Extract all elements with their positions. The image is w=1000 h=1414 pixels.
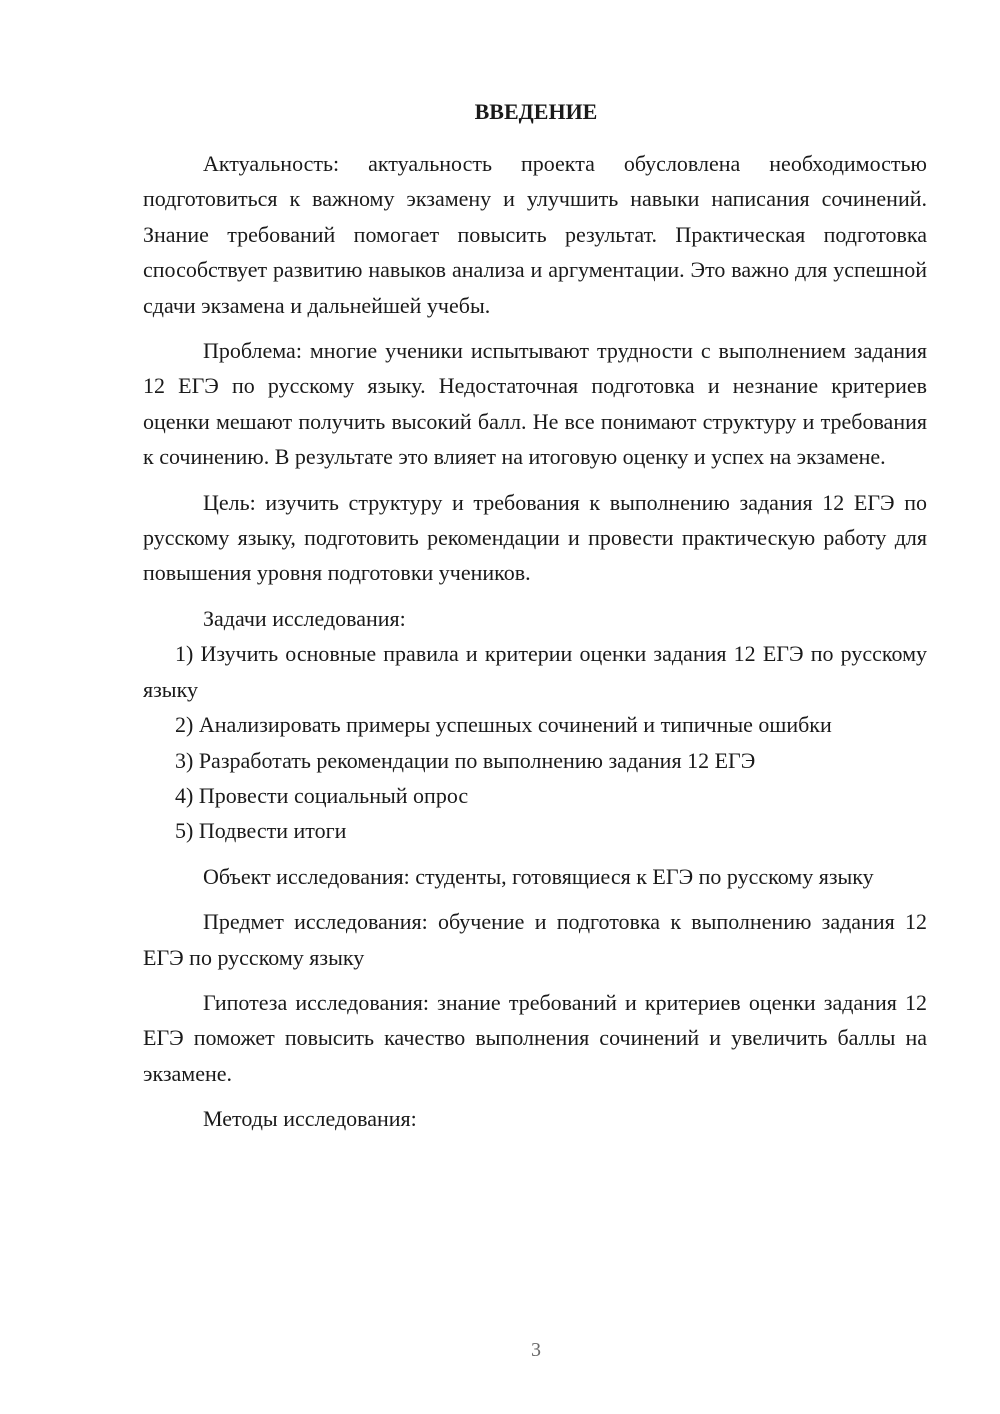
task-item-1: 1) Изучить основные правила и критерии оценки задания 12 ЕГЭ по русскому языку	[143, 641, 927, 702]
paragraph-methods: Методы исследования:	[203, 1106, 417, 1132]
task-item-3: 3) Разработать рекомендации по выполнению задания 12 ЕГЭ	[175, 747, 756, 773]
task-item-4: 4) Провести социальный опрос	[175, 782, 469, 808]
paragraph-hypothesis: Гипотеза исследования: знание требований и критериев оценки задания 12 ЕГЭ поможет повысить качество выполнения сочинений и увеличить баллы на экзамене.	[143, 989, 927, 1086]
page-content	[143, 94, 927, 1137]
paragraph-object: Объект исследования: студенты, готовящиеся к ЕГЭ по русскому языку	[203, 863, 874, 889]
paragraph-tasks-heading: Задачи исследования:	[203, 605, 406, 631]
paragraph-relevance: Актуальность: актуальность проекта обусловлена необходимостью подготовиться к важному экзамену и улучшить навыки написания сочинений. Знание требований помогает повысить результат. Практическая подготовка способствует развитию навыков анализа и аргументации. Это важно для успешной сдачи экзамена и дальнейшей учебы.	[143, 151, 927, 318]
task-item-2: 2) Анализировать примеры успешных сочинений и типичные ошибки	[175, 712, 832, 738]
paragraph-subject: Предмет исследования: обучение и подготовка к выполнению задания 12 ЕГЭ по русскому языку	[143, 909, 927, 970]
paragraph-goal: Цель: изучить структуру и требования к выполнению задания 12 ЕГЭ по русскому языку, подготовить рекомендации и провести практическую работу для повышения уровня подготовки учеников.	[143, 489, 927, 586]
page-title: ВВЕДЕНИЕ	[474, 99, 598, 124]
paragraph-problem: Проблема: многие ученики испытывают трудности с выполнением задания 12 ЕГЭ по русскому языку. Недостаточная подготовка и незнание критериев оценки мешают получить высокий балл. Не все понимают структуру и требования к сочинению. В результате это влияет на итоговую оценку и успех на экзамене.	[143, 338, 927, 470]
task-item-5: 5) Подвести итоги	[175, 818, 347, 844]
page-number: 3	[531, 1339, 541, 1361]
